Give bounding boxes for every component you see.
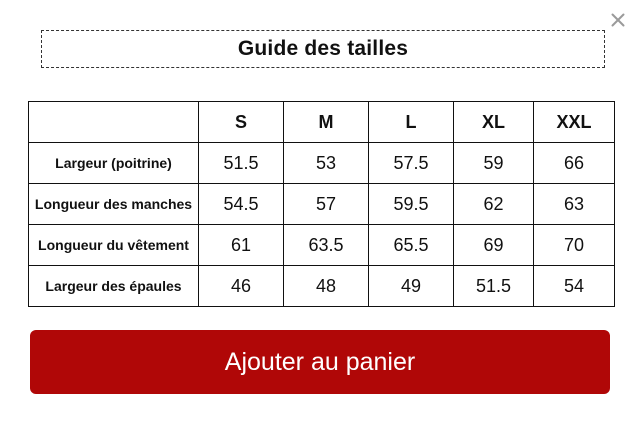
- size-header-xxl: XXL: [534, 102, 615, 143]
- table-cell: 63.5: [284, 225, 369, 266]
- size-guide-title-box: [41, 30, 605, 68]
- row-label-garment-length: Longueur du vêtement: [29, 225, 199, 266]
- table-cell: 62: [454, 184, 534, 225]
- table-cell: 48: [284, 266, 369, 307]
- table-cell: 49: [369, 266, 454, 307]
- size-header-xl: XL: [454, 102, 534, 143]
- add-to-cart-label: Ajouter au panier: [224, 347, 416, 376]
- table-cell: 59: [454, 143, 534, 184]
- size-header-l: L: [369, 102, 454, 143]
- row-label-shoulder-width: Largeur des épaules: [29, 266, 199, 307]
- size-guide-title: Guide des tailles: [237, 37, 409, 60]
- close-icon[interactable]: [611, 13, 625, 27]
- table-cell: 69: [454, 225, 534, 266]
- row-label-sleeve-length: Longueur des manches: [29, 184, 199, 225]
- table-row: [29, 184, 615, 225]
- table-cell: 54: [534, 266, 615, 307]
- table-corner-cell: [29, 102, 199, 143]
- size-guide-table: [28, 101, 615, 307]
- row-label-chest-width: Largeur (poitrine): [29, 143, 199, 184]
- table-cell: 51.5: [454, 266, 534, 307]
- table-cell: 65.5: [369, 225, 454, 266]
- table-cell: 53: [284, 143, 369, 184]
- add-to-cart-button[interactable]: [30, 330, 610, 394]
- table-row: [29, 225, 615, 266]
- table-row: [29, 143, 615, 184]
- table-cell: 57.5: [369, 143, 454, 184]
- table-cell: 46: [199, 266, 284, 307]
- table-cell: 70: [534, 225, 615, 266]
- table-cell: 54.5: [199, 184, 284, 225]
- table-cell: 61: [199, 225, 284, 266]
- size-header-s: S: [199, 102, 284, 143]
- table-cell: 63: [534, 184, 615, 225]
- table-header-row: [29, 102, 615, 143]
- table-cell: 51.5: [199, 143, 284, 184]
- size-header-m: M: [284, 102, 369, 143]
- table-cell: 57: [284, 184, 369, 225]
- table-cell: 59.5: [369, 184, 454, 225]
- table-row: [29, 266, 615, 307]
- table-cell: 66: [534, 143, 615, 184]
- close-button[interactable]: [608, 10, 628, 30]
